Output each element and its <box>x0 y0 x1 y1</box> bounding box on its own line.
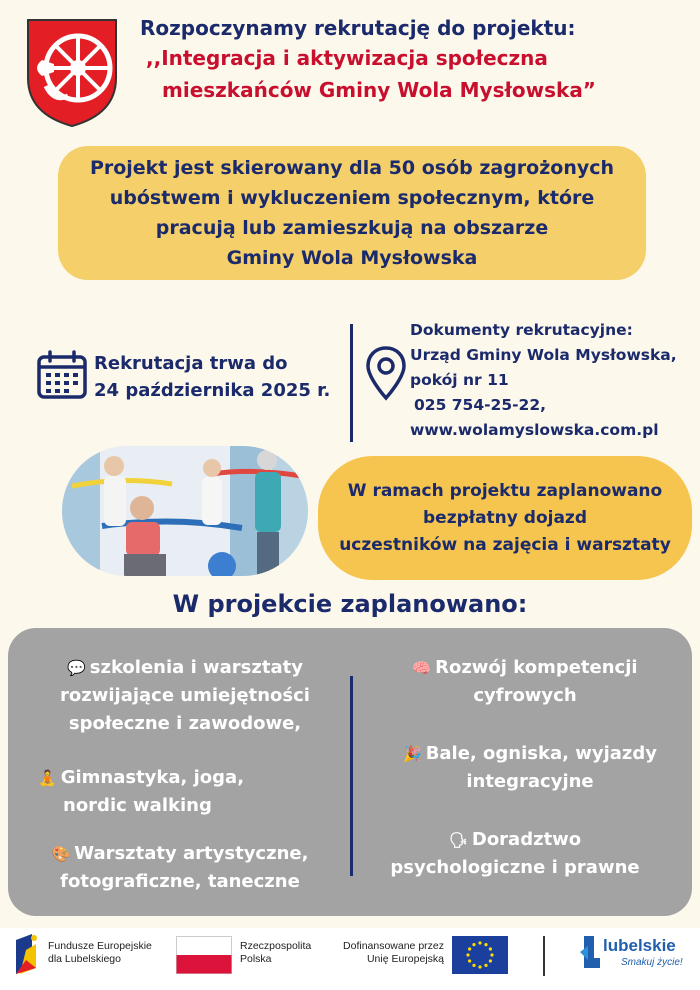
european-funds-logo <box>12 930 42 978</box>
activity-line: szkolenia i warsztaty <box>89 657 303 678</box>
website-link[interactable]: www.wolamyslowska.com.pl <box>410 421 659 439</box>
lubelskie-logo-mark <box>580 934 602 970</box>
activity-workshops <box>30 840 330 896</box>
speech-bubble-icon: 💬 <box>67 659 86 677</box>
room-number: pokój nr 11 <box>410 371 509 389</box>
funding-logos-footer <box>0 928 700 990</box>
recruitment-date: 24 października 2025 r. <box>94 380 331 401</box>
activity-line: Gimnastyka, joga, <box>60 767 245 788</box>
lubelskie-slogan: Smakuj życie! <box>621 957 683 968</box>
eu-text <box>338 940 444 966</box>
target-group-box <box>58 146 646 280</box>
documents-heading: Dokumenty rekrutacyjne: <box>410 321 633 339</box>
speaking-head-icon: 🗣 <box>448 831 468 849</box>
office-name: Urząd Gminy Wola Mysłowska, <box>410 346 677 364</box>
project-name-line1: ,,Integracja i aktywizacja społeczna <box>146 46 548 70</box>
logo-text-line: Dofinansowane przez <box>343 940 444 952</box>
palette-icon: 🎨 <box>51 845 71 863</box>
activity-line: Doradztwo <box>471 829 582 850</box>
rp-text <box>240 940 311 966</box>
logo-text-line: Fundusze Europejskie <box>48 940 152 952</box>
activity-line: nordic walking <box>63 795 212 816</box>
project-name-line2: mieszkańców Gminy Wola Mysłowska” <box>162 78 596 102</box>
calendar-icon <box>36 350 88 400</box>
title-intro: Rozpoczynamy rekrutację do projektu: <box>140 16 576 40</box>
activity-line: Warsztaty artystyczne, <box>74 843 309 864</box>
activity-line: fotograficzne, taneczne <box>60 871 300 892</box>
polish-flag-icon <box>176 936 232 974</box>
activity-counselling <box>370 826 660 882</box>
target-line: Projekt jest skierowany dla 50 osób zagrożonych <box>89 157 615 179</box>
target-line: Gminy Wola Mysłowska <box>226 247 478 269</box>
european-funds-text <box>48 940 152 966</box>
logo-text-line: dla Lubelskiego <box>48 953 121 965</box>
activity-line: społeczne i zawodowe, <box>68 713 302 734</box>
transport-line: uczestników na zajęcia i warsztaty <box>339 534 671 555</box>
divider <box>350 676 353 876</box>
target-line: pracują lub zamieszkują na obszarze <box>155 217 549 239</box>
recruitment-documents <box>410 318 677 443</box>
lubelskie-wordmark: lubelskie <box>603 936 676 955</box>
activity-line: psychologiczne i prawne <box>390 857 640 878</box>
brain-icon: 🧠 <box>412 659 432 677</box>
party-popper-icon: 🎉 <box>403 745 422 763</box>
activity-line: Bale, ogniska, wyjazdy <box>425 743 657 764</box>
transport-line: bezpłatny dojazd <box>423 507 587 528</box>
free-transport-box <box>318 456 692 580</box>
activity-gymnastics <box>30 764 280 820</box>
activity-line: Rozwój kompetencji <box>435 657 638 678</box>
location-pin-icon <box>364 344 408 402</box>
seniors-exercise-photo <box>62 446 308 576</box>
planned-activities-title: W projekcie zaplanowano: <box>172 590 528 618</box>
target-line: ubóstwem i wykluczeniem społecznym, które <box>109 187 595 209</box>
divider <box>350 324 353 442</box>
activity-line: rozwijające umiejętności <box>60 685 310 706</box>
activity-integration <box>370 740 690 796</box>
logo-text-line: Polska <box>240 953 272 965</box>
transport-line: W ramach projektu zaplanowano <box>347 480 663 501</box>
activity-line: cyfrowych <box>473 685 577 706</box>
page-title <box>140 14 680 106</box>
recruitment-deadline <box>94 350 330 404</box>
gmina-crest-logo <box>24 16 120 128</box>
yoga-person-icon: 🧘 <box>38 769 57 787</box>
footer-divider <box>543 936 545 976</box>
logo-text-line: Unię Europejską <box>366 953 444 965</box>
activity-line: integracyjne <box>466 771 594 792</box>
eu-flag-icon <box>452 936 508 974</box>
recruitment-label: Rekrutacja trwa do <box>94 353 288 374</box>
logo-text-line: Rzeczpospolita <box>240 940 312 952</box>
activity-digital <box>370 654 680 710</box>
phone-number: 025 754-25-22, <box>414 396 546 414</box>
activity-training <box>30 654 340 738</box>
